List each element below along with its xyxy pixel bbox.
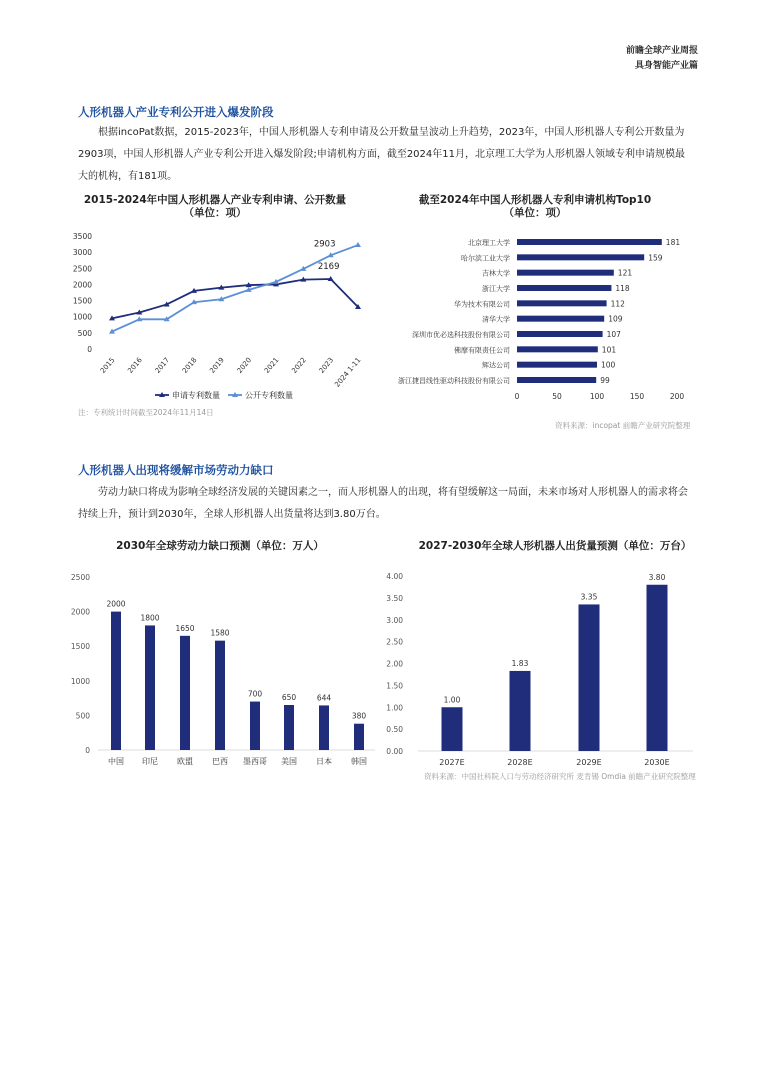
x-tick-label: 日本 [316,757,332,766]
value-label: 3.80 [648,572,666,582]
y-tick-label: 3.50 [386,593,403,603]
bar [510,671,531,751]
bar [442,707,463,751]
chart1-title: 2015-2024年中国人形机器人产业专利申请、公开数量 [83,194,347,206]
y-tick-label: 4.00 [386,572,403,581]
value-label: 1.83 [511,658,529,668]
value-label: 109 [608,314,623,324]
y-tick-label: 1500 [72,296,92,306]
chart2-subtitle: （单位：项） [503,207,567,219]
y-tick-label: 2.00 [386,659,403,669]
x-tick-label: 印尼 [142,757,158,766]
section2-paragraph: 劳动力缺口将成为影响全球经济发展的关键因素之一，而人形机器人的出现，将有望缓解这一局面，未来市场对人形机器人的需求将会持续上升，预计到2030年，全球人形机器人出货量将达到3.80万台。 [78,487,688,520]
bar [250,702,260,750]
value-label: 1580 [210,628,230,638]
legend-label: 公开专利数量 [245,391,293,400]
x-tick-label: 巴西 [212,757,228,766]
category-label: 华为技术有限公司 [454,300,510,309]
x-tick-label: 2029E [576,758,602,767]
bar [215,641,225,750]
section2-title: 人形机器人出现将缓解市场劳动力缺口 [78,463,274,477]
bar [319,705,329,750]
x-tick-label: 韩国 [351,757,367,766]
chart4-source: 资料来源：中国社科院人口与劳动经济研究所 麦肯锡 Omdia 前瞻产业研究院整理 [424,772,696,781]
y-tick-label: 1500 [70,642,90,652]
bar [517,239,662,245]
chart3-title: 2030年全球劳动力缺口预测（单位：万人） [116,540,324,552]
category-label: 清华大学 [482,315,510,324]
bar [180,636,190,750]
value-label: 380 [351,711,367,721]
x-tick-label: 美国 [281,757,297,766]
bar [145,625,155,750]
y-tick-label: 2000 [72,280,92,290]
bar [579,604,600,751]
header-line-1: 前瞻全球产业周报 [625,46,698,56]
bar [517,346,598,352]
bar [517,285,611,291]
value-label: 100 [601,360,616,370]
chart2-source: 资料来源：incopat 前瞻产业研究院整理 [555,421,691,430]
x-tick-label: 2020 [235,356,254,375]
bar [517,377,596,383]
y-tick-label: 500 [77,328,92,338]
bar [284,705,294,750]
y-tick-label: 0.00 [386,747,403,756]
series-line-1 [112,279,358,318]
bar [354,724,364,750]
x-tick-label: 2027E [439,758,465,767]
x-tick-label: 2015 [98,356,117,375]
category-label: 北京理工大学 [468,239,510,247]
x-tick-label: 2016 [126,356,144,375]
bar [517,300,607,306]
x-tick-label: 墨西哥 [243,757,267,766]
value-label: 112 [610,299,625,309]
value-label: 1650 [175,623,195,633]
section1-paragraph: 根据incoPat数据，2015-2023年，中国人形机器人专利申请及公开数量呈波动上升趋势，2023年，中国人形机器人专利公开数量为2903项，中国人形机器人产业专利公开进入爆发阶段;申请机构方面，截至2024年11月，北京理工大学为人形机器人领域专利申请规模最大的机构，有181项。 [78,127,685,182]
value-label: 181 [665,238,681,247]
value-label: 1.00 [443,695,461,705]
y-tick-label: 2500 [72,264,92,274]
value-label: 118 [615,284,630,293]
x-tick-label: 2028E [507,758,533,767]
annotation-label: 2903 [313,239,336,250]
value-label: 101 [601,345,617,355]
y-tick-label: 3000 [72,248,92,258]
bar [111,612,121,750]
chart1-subtitle: （单位：项） [183,207,247,219]
x-tick-label: 2024 1-11 [333,356,363,389]
annotation-label: 2169 [317,261,340,272]
x-tick-label: 2021 [262,356,281,375]
x-tick-label: 200 [669,392,685,401]
value-label: 700 [247,689,263,699]
y-tick-label: 0 [85,746,90,755]
category-label: 辉达公司 [482,361,510,370]
x-tick-label: 2030E [644,758,670,767]
bar [517,331,603,337]
series-line-2 [112,245,358,332]
bar [517,316,604,322]
category-label: 深圳市优必选科技股份有限公司 [412,331,510,339]
bar [517,362,597,368]
value-label: 650 [281,693,297,703]
value-label: 644 [316,693,332,703]
value-label: 99 [600,376,610,385]
y-tick-label: 0.50 [386,725,403,735]
x-tick-label: 0 [514,392,520,401]
y-tick-label: 1.50 [386,681,403,691]
y-tick-label: 1000 [70,676,90,686]
y-tick-label: 1000 [72,312,92,322]
chart2-title: 截至2024年中国人形机器人专利申请机构Top10 [418,194,652,206]
bar [517,254,644,260]
category-label: 吉林大学 [482,269,510,278]
legend-label: 申请专利数量 [172,391,220,400]
value-label: 2000 [106,599,126,609]
bar [517,270,614,276]
x-tick-label: 2018 [180,356,199,375]
category-label: 浙江捷昌线性驱动科技股份有限公司 [398,377,510,385]
y-tick-label: 2000 [70,607,90,617]
bar [647,585,668,751]
value-label: 1800 [140,613,160,623]
y-tick-label: 1.00 [386,703,403,713]
value-label: 107 [606,330,621,339]
x-tick-label: 100 [589,392,605,401]
x-tick-label: 中国 [108,757,124,766]
x-tick-label: 50 [552,392,562,401]
y-tick-label: 2.50 [386,637,403,647]
x-tick-label: 2023 [317,356,336,375]
x-tick-label: 2017 [153,356,172,375]
category-label: 哈尔滨工业大学 [461,254,510,263]
value-label: 3.35 [580,592,598,602]
category-label: 浙江大学 [482,285,510,293]
category-label: 佛摩有限责任公司 [454,346,510,355]
y-tick-label: 2500 [70,573,90,582]
x-tick-label: 欧盟 [177,757,193,766]
y-tick-label: 3500 [72,232,92,241]
chart1-note: 注：专利统计时间截至2024年11月14日 [78,408,214,417]
y-tick-label: 500 [75,711,90,721]
x-tick-label: 2019 [208,356,226,375]
header-line-2: 具身智能产业篇 [634,61,698,71]
chart4-title: 2027-2030年全球人形机器人出货量预测（单位：万台） [418,540,692,552]
x-tick-label: 150 [629,392,645,401]
value-label: 159 [648,253,663,263]
x-tick-label: 2022 [290,356,308,375]
y-tick-label: 0 [87,345,92,354]
section1-title: 人形机器人产业专利公开进入爆发阶段 [78,105,274,119]
value-label: 121 [617,268,633,278]
data-point-marker [355,242,361,247]
y-tick-label: 3.00 [386,615,403,625]
